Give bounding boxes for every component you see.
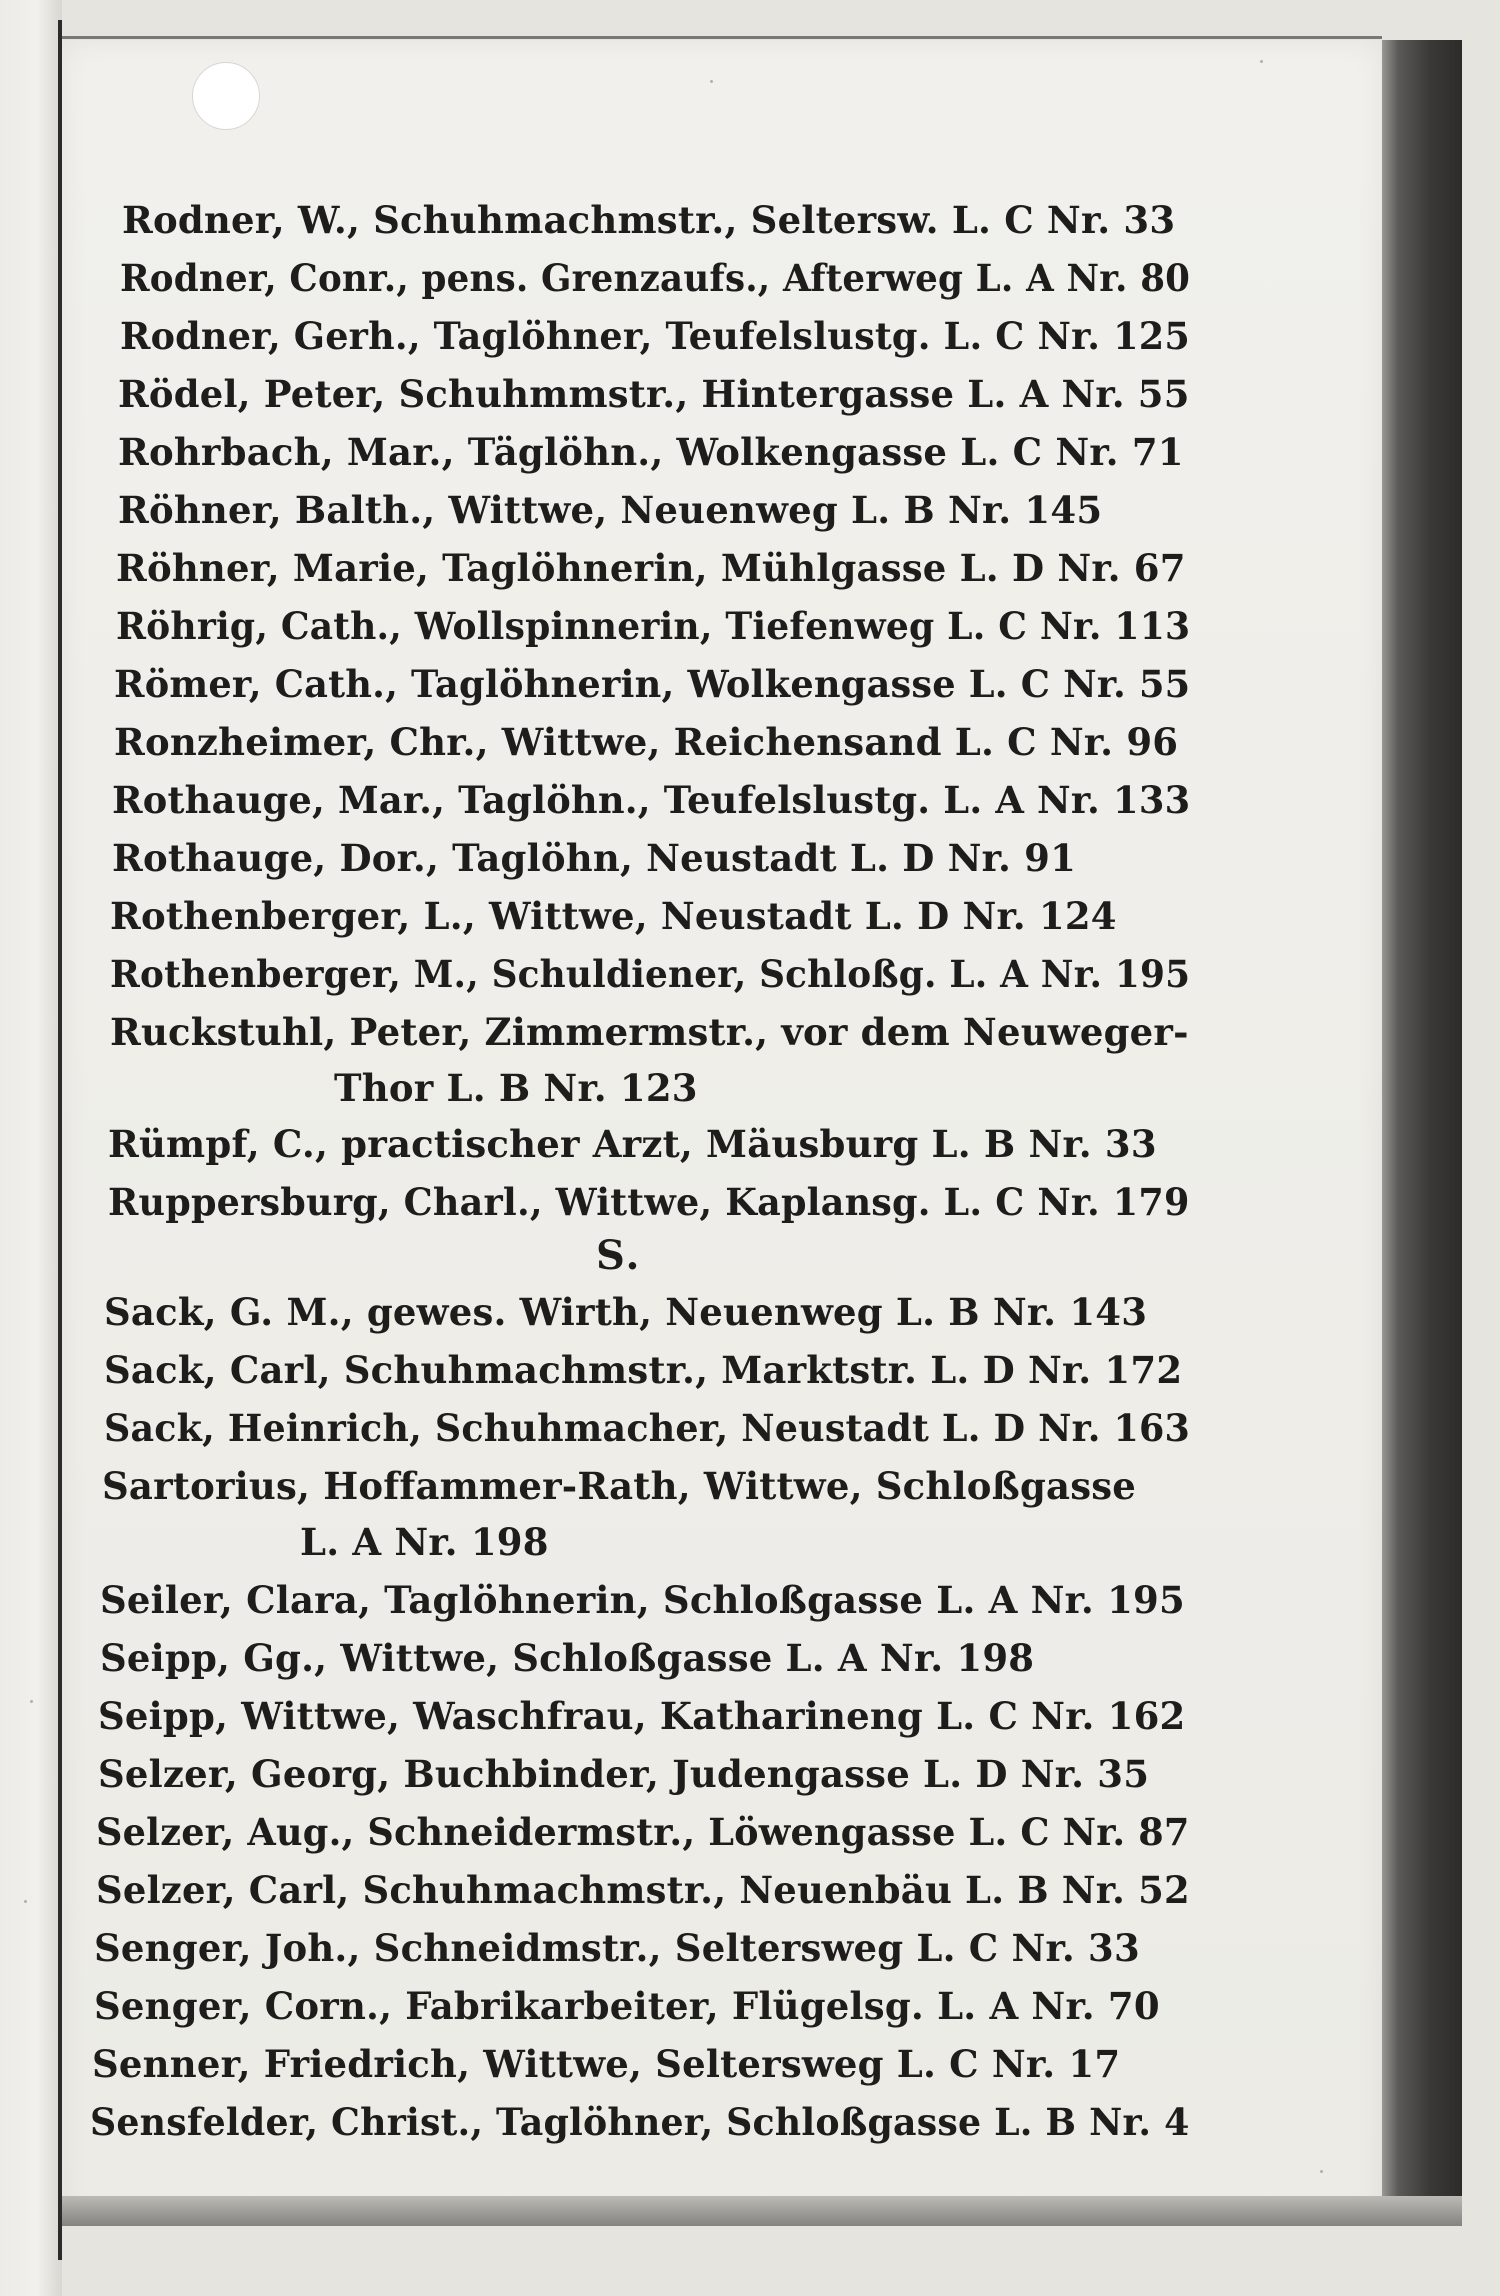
directory-entry: Römer, Cath., Taglöhnerin, Wolkengasse L. C Nr. 55 bbox=[114, 662, 1191, 706]
directory-entry-continuation: Thor L. B Nr. 123 bbox=[334, 1066, 698, 1110]
directory-entry: Selzer, Aug., Schneidermstr., Löwengasse L. C Nr. 87 bbox=[96, 1810, 1190, 1854]
directory-entry: Ronzheimer, Chr., Wittwe, Reichensand L. C Nr. 96 bbox=[114, 720, 1179, 764]
directory-entry: Rodner, Conr., pens. Grenzaufs., Afterweg L. A Nr. 80 bbox=[120, 256, 1191, 300]
directory-entry: Röhrig, Cath., Wollspinnerin, Tiefenweg L. C Nr. 113 bbox=[116, 604, 1191, 648]
directory-entry: Rothenberger, L., Wittwe, Neustadt L. D Nr. 124 bbox=[110, 894, 1117, 938]
scan-speck bbox=[1320, 2170, 1323, 2173]
scan-speck bbox=[24, 1900, 27, 1903]
directory-entry: Sack, Carl, Schuhmachmstr., Marktstr. L. D Nr. 172 bbox=[104, 1348, 1183, 1392]
directory-entry: Selzer, Georg, Buchbinder, Judengasse L. D Nr. 35 bbox=[98, 1752, 1150, 1796]
directory-entry-continuation: L. A Nr. 198 bbox=[300, 1520, 549, 1564]
directory-entry: Rothauge, Mar., Taglöhn., Teufelslustg. L. A Nr. 133 bbox=[112, 778, 1191, 822]
directory-entry: Sack, G. M., gewes. Wirth, Neuenweg L. B Nr. 143 bbox=[104, 1290, 1148, 1334]
directory-entry: Ruckstuhl, Peter, Zimmermstr., vor dem Neuweger- bbox=[110, 1010, 1189, 1054]
scan-speck bbox=[1260, 60, 1263, 63]
directory-entry: Sack, Heinrich, Schuhmacher, Neustadt L. D Nr. 163 bbox=[104, 1406, 1191, 1450]
directory-entry: Senner, Friedrich, Wittwe, Seltersweg L. C Nr. 17 bbox=[92, 2042, 1121, 2086]
directory-entry: Rödel, Peter, Schuhmmstr., Hintergasse L. A Nr. 55 bbox=[118, 372, 1190, 416]
directory-entry: Rodner, W., Schuhmachmstr., Seltersw. L. C Nr. 33 bbox=[122, 198, 1176, 242]
directory-entry: Sartorius, Hoffammer-Rath, Wittwe, Schloßgasse bbox=[102, 1464, 1136, 1508]
directory-entry: Rothauge, Dor., Taglöhn, Neustadt L. D Nr. 91 bbox=[112, 836, 1077, 880]
directory-entry: Sensfelder, Christ., Taglöhner, Schloßgasse L. B Nr. 4 bbox=[90, 2100, 1190, 2144]
section-heading: S. bbox=[596, 1232, 642, 1279]
directory-entry: Seipp, Wittwe, Waschfrau, Katharineng L. C Nr. 162 bbox=[98, 1694, 1186, 1738]
directory-entry: Röhner, Balth., Wittwe, Neuenweg L. B Nr. 145 bbox=[118, 488, 1103, 532]
directory-entry: Senger, Joh., Schneidmstr., Seltersweg L. C Nr. 33 bbox=[94, 1926, 1140, 1970]
scan-speck bbox=[710, 80, 713, 83]
directory-entry: Seipp, Gg., Wittwe, Schloßgasse L. A Nr. 198 bbox=[100, 1636, 1035, 1680]
directory-entry: Selzer, Carl, Schuhmachmstr., Neuenbäu L. B Nr. 52 bbox=[96, 1868, 1190, 1912]
directory-entry: Seiler, Clara, Taglöhnerin, Schloßgasse L. A Nr. 195 bbox=[100, 1578, 1185, 1622]
directory-entry: Rümpf, C., practischer Arzt, Mäusburg L. B Nr. 33 bbox=[108, 1122, 1157, 1166]
directory-entry: Senger, Corn., Fabrikarbeiter, Flügelsg. L. A Nr. 70 bbox=[94, 1984, 1160, 2028]
scan-speck bbox=[30, 1700, 33, 1703]
directory-entry: Rohrbach, Mar., Täglöhn., Wolkengasse L. C Nr. 71 bbox=[118, 430, 1184, 474]
directory-entry: Ruppersburg, Charl., Wittwe, Kaplansg. L. C Nr. 179 bbox=[108, 1180, 1190, 1224]
directory-entry: Röhner, Marie, Taglöhnerin, Mühlgasse L. D Nr. 67 bbox=[116, 546, 1186, 590]
directory-entry: Rodner, Gerh., Taglöhner, Teufelslustg. L. C Nr. 125 bbox=[120, 314, 1190, 358]
directory-entry: Rothenberger, M., Schuldiener, Schloßg. L. A Nr. 195 bbox=[110, 952, 1191, 996]
